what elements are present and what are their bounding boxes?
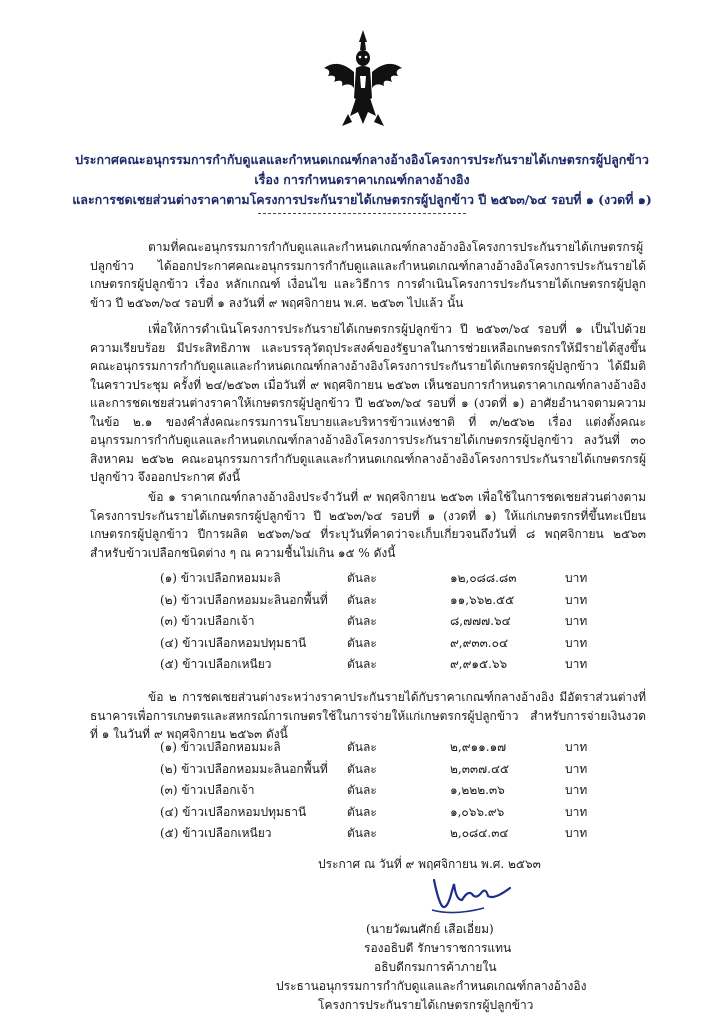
table-row: (๓) ข้าวเปลือกเจ้า ตันละ ๘,๗๗๗.๖๔ บาท	[160, 614, 588, 628]
table-row: (๓) ข้าวเปลือกเจ้า ตันละ ๑,๒๒๒.๓๖ บาท	[160, 783, 588, 797]
table-row: (๕) ข้าวเปลือกเหนียว ตันละ ๙,๙๑๕.๖๖ บาท	[160, 657, 588, 671]
table-row: (๑) ข้าวเปลือกหอมมะลิ ตันละ ๑๒,๐๘๘.๘๓ บาท	[160, 571, 588, 585]
compensation-table	[160, 737, 620, 845]
table-row: (๒) ข้าวเปลือกหอมมะลินอกพื้นที่ ตันละ ๒,๓๓๗.๔๕ บาท	[160, 761, 588, 776]
title-divider	[258, 213, 466, 214]
signer-title: รองอธิบดี รักษาราชการแทน	[364, 941, 512, 955]
table-row: (๒) ข้าวเปลือกหอมมะลินอกพื้นที่ ตันละ ๑๑,๖๖๒.๕๕ บาท	[160, 592, 588, 607]
paragraph-clause-2: ข้อ ๒ การชดเชยส่วนต่างระหว่างราคาประกันรายได้กับราคาเกณฑ์กลางอ้างอิง มีอัตราส่วนต่างที่ธนาคารเพื่อการเกษตรและสหกรณ์การเกษตรใช้ในการจ่ายให้แก่เกษตรกรผู้ปลูกข้าว สำหรับการจ่ายเงินงวดที่ ๑ ในวันที่ ๙ พฤศจิกายน ๒๕๖๓ ดังนี้	[90, 690, 646, 741]
paragraph-2: เพื่อให้การดำเนินโครงการประกันรายได้เกษตรกรผู้ปลูกข้าว ปี ๒๕๖๓/๖๔ รอบที่ ๑ เป็นไปด้วยความเรียบร้อย มีประสิทธิภาพ และบรรลุวัตถุประสงค์ของรัฐบาลในการช่วยเหลือเกษตรกรให้มีรายได้สูงขึ้น คณะอนุกรรมการกำกับดูแลและกำหนดเกณฑ์กลางอ้างอิงโครงการประกันรายได้เกษตรกรผู้ปลูกข้าว ได้มีมติในคราวประชุม ครั้งที่ ๒๔/๒๕๖๓ เมื่อวันที่ ๙ พฤศจิกายน ๒๕๖๓ เห็นชอบการกำหนดราคาเกณฑ์กลางอ้างอิงและการชดเชยส่วนต่างราคาให้เกษตรกรผู้ปลูกข้าว ปี ๒๕๖๓/๖๔ รอบที่ ๑ (งวดที่ ๑) อาศัยอำนาจตามความในข้อ ๒.๑ ของคำสั่งคณะกรรมการนโยบายและบริหารข้าวแห่งชาติ ที่ ๓/๒๕๖๒ เรื่อง แต่งตั้งคณะอนุกรรมการกำกับดูแลและกำหนดเกณฑ์กลางอ้างอิงโครงการประกันรายได้เกษตรกรผู้ปลูกข้าว ลงวันที่ ๓๐ สิงหาคม ๒๕๖๒ คณะอนุกรรมการกำกับดูแลและกำหนดเกณฑ์กลางอ้างอิงโครงการประกันรายได้เกษตรกรผู้ปลูกข้าว จึงออกประกาศ ดังนี้	[90, 322, 646, 484]
signer-title: โครงการประกันรายได้เกษตรกรผู้ปลูกข้าว	[318, 998, 534, 1012]
table-row: (๑) ข้าวเปลือกหอมมะลิ ตันละ ๒,๙๑๑.๑๗ บาท	[160, 740, 588, 754]
table-row: (๔) ข้าวเปลือกหอมปทุมธานี ตันละ ๙,๙๓๓.๐๔ บาท	[160, 635, 588, 650]
signer-name: (นายวัฒนศักย์ เสือเอี่ยม)	[366, 922, 494, 936]
signature-icon	[424, 870, 524, 920]
garuda-emblem-icon	[318, 28, 408, 128]
announcement-date: ประกาศ ณ วันที่ ๙ พฤศจิกายน พ.ศ. ๒๕๖๓	[318, 857, 541, 871]
announcement-subject: เรื่อง การกำหนดราคาเกณฑ์กลางอ้างอิง	[254, 172, 470, 187]
table-row: (๔) ข้าวเปลือกหอมปทุมธานี ตันละ ๑,๐๖๖.๙๖ บาท	[160, 804, 588, 819]
paragraph-clause-1: ข้อ ๑ ราคาเกณฑ์กลางอ้างอิงประจำวันที่ ๙ พฤศจิกายน ๒๕๖๓ เพื่อใช้ในการชดเชยส่วนต่างตามโครงการประกันรายได้เกษตรกรผู้ปลูกข้าว ปี ๒๕๖๓/๖๔ รอบที่ ๑ (งวดที่ ๑) ให้แก่เกษตรกรที่ขึ้นทะเบียนเกษตรกรผู้ปลูกข้าว ปีการผลิต ๒๕๖๓/๖๔ ที่ระบุวันที่คาดว่าจะเก็บเกี่ยวจนถึงวันที่ ๘ พฤศจิกายน ๒๕๖๓ สำหรับข้าวเปลือกชนิดต่าง ๆ ณ ความชื้นไม่เกิน ๑๕ % ดังนี้	[90, 490, 646, 560]
announcement-title: ประกาศคณะอนุกรรมการกำกับดูแลและกำหนดเกณฑ์กลางอ้างอิงโครงการประกันรายได้เกษตรกรผู้ปลูกข้าว	[75, 152, 649, 167]
paragraph-1: ตามที่คณะอนุกรรมการกำกับดูแลและกำหนดเกณฑ์กลางอ้างอิงโครงการประกันรายได้เกษตรกรผู้ปลูกข้าว ได้ออกประกาศคณะอนุกรรมการกำกับดูแลและกำหนดเกณฑ์กลางอ้างอิงโครงการประกันรายได้เกษตรกรผู้ปลูกข้าว เรื่อง หลักเกณฑ์ เงื่อนไข และวิธีการ การดำเนินโครงการประกันรายได้เกษตรกรผู้ปลูกข้าว ปี ๒๕๖๓/๖๔ รอบที่ ๑ ลงวันที่ ๙ พฤศจิกายน พ.ศ. ๒๕๖๓ ไปแล้ว นั้น	[90, 240, 646, 310]
table-row: (๕) ข้าวเปลือกเหนียว ตันละ ๒,๐๘๔.๓๔ บาท	[160, 826, 588, 840]
announcement-subject-2: และการชดเชยส่วนต่างราคาตามโครงการประกันรายได้เกษตรกรผู้ปลูกข้าว ปี ๒๕๖๓/๖๔ รอบที่ ๑ (งวดที่ ๑)	[72, 192, 652, 207]
reference-price-table	[160, 568, 620, 676]
signer-title: ประธานอนุกรรมการกำกับดูแลและกำหนดเกณฑ์กลางอ้างอิง	[276, 979, 587, 993]
signer-title: อธิบดีกรมการค้าภายใน	[374, 960, 497, 974]
